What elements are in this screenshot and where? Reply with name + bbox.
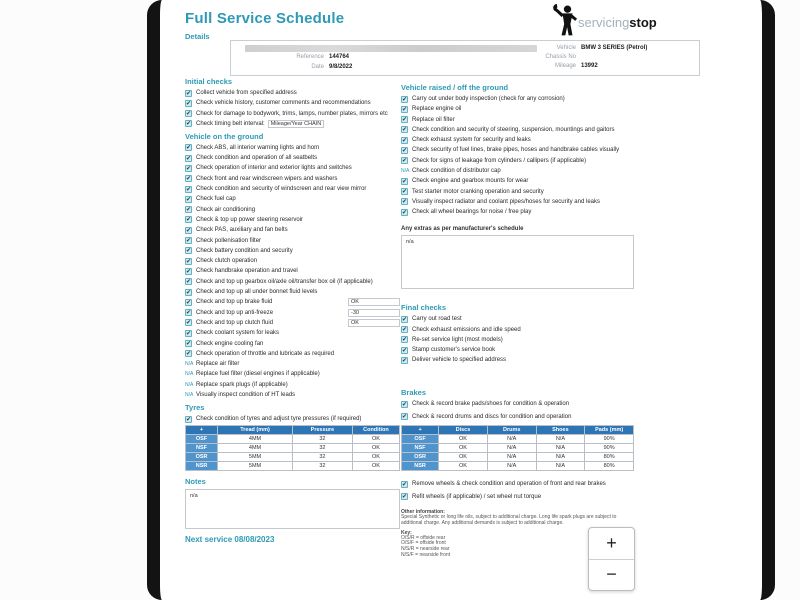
tyres-check-list <box>185 415 400 423</box>
vehicle-on-ground-heading: Vehicle on the ground <box>185 131 264 141</box>
checklist-item-label: Check engine and gearbox mounts for wear <box>412 178 529 185</box>
key-line: N/S/R = nearside rear <box>401 546 450 553</box>
details-heading: Details <box>185 32 210 41</box>
checkbox-checked-icon[interactable]: ✔ <box>186 176 192 183</box>
checklist-item <box>185 288 400 296</box>
checklist-item <box>185 89 400 97</box>
row-label-cell: NSR <box>402 462 439 471</box>
servicingstop-logo <box>550 3 740 37</box>
checklist-item <box>401 136 634 144</box>
checklist-item <box>401 315 634 323</box>
checklist-item <box>185 309 400 317</box>
checklist-item <box>185 247 400 255</box>
checklist-item-label: Check & top up power steering reservoir <box>196 216 304 223</box>
row-label-cell: OSR <box>186 453 218 462</box>
key-line: O/S/F = offside front <box>401 540 446 547</box>
checklist-item <box>401 493 634 501</box>
brakes-table <box>401 425 634 471</box>
right-column <box>401 83 634 559</box>
table-cell: OK <box>439 435 488 444</box>
table-cell: N/A <box>536 444 585 453</box>
table-cell: 32 <box>292 435 352 444</box>
table-cell: N/A <box>536 453 585 462</box>
other-info-heading: Other information: <box>401 508 445 515</box>
mileage-label: Mileage <box>554 63 576 69</box>
checklist-item-label: Check ABS, all interior warning lights and horn <box>196 144 320 151</box>
table-header-cell: Pads (mm) <box>585 426 634 435</box>
checklist-item-label: Check fuel cap <box>196 196 236 203</box>
checklist-item <box>185 257 400 265</box>
tyres-table <box>185 425 400 471</box>
checkbox-checked-icon[interactable]: ✔ <box>186 248 192 255</box>
document-page <box>147 0 775 600</box>
logo-stop-text: stop <box>629 15 657 30</box>
checkbox-checked-icon[interactable]: ✔ <box>186 217 192 224</box>
checklist-item-label: Check and top up brake fluid <box>196 299 273 306</box>
table-cell: N/A <box>487 435 536 444</box>
checkbox-checked-icon[interactable]: ✔ <box>402 327 408 334</box>
checkbox-checked-icon[interactable]: ✔ <box>402 337 408 344</box>
details-box <box>230 40 700 76</box>
checklist-item-label: Re-set service light (most models) <box>412 336 503 343</box>
page-title: Full Service Schedule <box>185 10 345 27</box>
checklist-item-label: Refit wheels (if applicable) / set wheel nut torque <box>412 493 542 500</box>
extras-field[interactable]: n/a <box>401 235 634 289</box>
checkbox-checked-icon[interactable]: ✔ <box>186 121 192 128</box>
checkbox-checked-icon[interactable]: ✔ <box>402 414 408 421</box>
table-header-cell: Shoes <box>536 426 585 435</box>
checkbox-checked-icon[interactable]: ✔ <box>402 158 408 165</box>
na-badge: N/A <box>185 392 194 399</box>
checklist-item <box>185 298 400 306</box>
table-row <box>402 435 634 444</box>
checklist-item-label: Visually inspect radiator and coolant pipes/hoses for security and leaks <box>412 198 600 205</box>
table-header-cell: Discs <box>439 426 488 435</box>
zoom-controls <box>588 527 635 591</box>
checklist-item <box>401 336 634 344</box>
table-row <box>402 444 634 453</box>
checkbox-checked-icon[interactable]: ✔ <box>186 289 192 296</box>
checklist-item-label: Check PAS, auxiliary and fan belts <box>196 227 288 234</box>
mechanic-figure-icon <box>550 3 580 37</box>
checklist-item-label: Check handbrake operation and travel <box>196 268 298 275</box>
checklist-item-label: Check condition of tyres and adjust tyre pressures (if required) <box>196 416 362 423</box>
checklist-item <box>185 110 400 118</box>
checklist-item-label: Check all wheel bearings for noise / free play <box>412 209 532 216</box>
checkbox-checked-icon[interactable]: ✔ <box>186 111 192 118</box>
brakes-check-list <box>401 400 634 421</box>
table-cell: OK <box>352 453 399 462</box>
checklist-item-label: Check security of fuel lines, brake pipes, hoses and handbrake cables visually <box>412 147 620 154</box>
left-column <box>185 77 400 544</box>
table-row <box>186 435 400 444</box>
table-cell: 32 <box>292 453 352 462</box>
checkbox-checked-icon[interactable]: ✔ <box>402 106 408 113</box>
checklist-item-label: Check air conditioning <box>196 206 256 213</box>
checkbox-checked-icon[interactable]: ✔ <box>402 178 408 185</box>
checkbox-checked-icon[interactable]: ✔ <box>402 117 408 124</box>
checklist-item-label: Check & record drums and discs for condition and operation <box>412 413 572 420</box>
table-cell: 5MM <box>218 462 293 471</box>
final-checks-list <box>401 315 634 364</box>
checkbox-checked-icon[interactable]: ✔ <box>402 189 408 196</box>
checklist-item <box>401 116 634 124</box>
date-label: Date <box>311 64 324 70</box>
checkbox-checked-icon[interactable]: ✔ <box>186 268 192 275</box>
checklist-item-label: Check and top up clutch fluid <box>196 319 274 326</box>
table-cell: OK <box>352 435 399 444</box>
tyres-heading: Tyres <box>185 403 205 413</box>
table-cell: OK <box>439 444 488 453</box>
vehicle-value: BMW 3 SERIES (Petrol) <box>581 45 648 51</box>
notes-field[interactable]: n/a <box>185 489 400 529</box>
checkbox-checked-icon[interactable]: ✔ <box>186 186 192 193</box>
tyres-table-wrap <box>185 425 400 471</box>
reference-row <box>239 54 349 60</box>
checklist-item-label: Check battery condition and security <box>196 247 293 254</box>
row-label-cell: OSF <box>186 435 218 444</box>
checkbox-checked-icon[interactable]: ✔ <box>402 137 408 144</box>
table-row <box>186 453 400 462</box>
checklist-item <box>185 226 400 234</box>
checklist-item <box>401 126 634 134</box>
checklist-item <box>401 105 634 113</box>
checklist-item-label: Carry out road test <box>412 316 462 323</box>
table-cell: 4MM <box>218 444 293 453</box>
na-badge: N/A <box>185 361 194 368</box>
value-field[interactable]: -30 <box>348 309 400 317</box>
brakes-post-list <box>401 480 634 501</box>
checklist-item-label: Replace fuel filter (diesel engines if applicable) <box>196 371 320 378</box>
mileage-value: 13992 <box>581 63 598 69</box>
checklist-item <box>401 413 634 421</box>
table-cell: N/A <box>536 462 585 471</box>
checklist-item-label: Check and top up anti-freeze <box>196 309 274 316</box>
checklist-item-label: Check condition and operation of all seatbelts <box>196 155 318 162</box>
logo-servicing-text: servicing <box>578 15 630 30</box>
table-cell: 90% <box>585 435 634 444</box>
mileage-row <box>481 63 598 69</box>
brakes-table-wrap <box>401 425 634 471</box>
checklist-item-label: Check and top up gearbox oil/axle oil/transfer box oil (if applicable) <box>196 278 373 285</box>
checklist-item <box>185 216 400 224</box>
checklist-item-label: Check for signs of leakage from cylinders / callipers (if applicable) <box>412 157 587 164</box>
checklist-item <box>185 329 400 337</box>
vehicle-raised-heading: Vehicle raised / off the ground <box>401 83 509 92</box>
checklist-item <box>185 154 400 162</box>
date-value: 9/8/2022 <box>329 64 353 70</box>
checklist-item-label: Stamp customer's service book <box>412 347 496 354</box>
na-badge: N/A <box>185 381 194 388</box>
chassis-label: Chassis No <box>545 54 576 60</box>
notes-heading: Notes <box>185 477 206 487</box>
zoom-out-button[interactable]: − <box>589 559 634 589</box>
checklist-item-label: Check clutch operation <box>196 258 258 265</box>
logo-wordmark <box>578 15 657 30</box>
checklist-item-label: Check coolant system for leaks <box>196 330 280 337</box>
checklist-item-label: Deliver vehicle to specified address <box>412 357 507 364</box>
checklist-item <box>185 267 400 275</box>
table-cell: N/A <box>487 462 536 471</box>
checklist-item-label: Check exhaust system for security and leaks <box>412 137 531 144</box>
checkbox-checked-icon[interactable]: ✔ <box>186 165 192 172</box>
table-cell: 80% <box>585 462 634 471</box>
table-cell: OK <box>439 462 488 471</box>
checklist-item-label: Check condition of distributor cap <box>412 168 501 175</box>
checklist-item <box>401 480 634 488</box>
vehicle-label: Vehicle <box>556 45 576 51</box>
checkbox-checked-icon[interactable]: ✔ <box>186 227 192 234</box>
initial-checks-list <box>185 89 400 128</box>
checkbox-checked-icon[interactable]: ✔ <box>402 127 408 134</box>
checklist-item <box>185 278 400 286</box>
checklist-item-label: Replace spark plugs (if applicable) <box>196 381 288 388</box>
checklist-item-label: Check & record brake pads/shoes for condition & operation <box>412 401 570 408</box>
checklist-item-label: Visually inspect condition of HT leads <box>196 392 296 399</box>
checkbox-checked-icon[interactable]: ✔ <box>402 481 408 488</box>
checklist-item <box>185 144 400 152</box>
reference-label: Reference <box>296 54 324 60</box>
value-field[interactable]: OK <box>348 319 400 327</box>
checklist-item <box>185 381 400 389</box>
checkbox-checked-icon[interactable]: ✔ <box>186 155 192 162</box>
checklist-item <box>185 164 400 172</box>
table-row <box>402 453 634 462</box>
checklist-item <box>185 237 400 245</box>
checklist-item-label: Carry out under body inspection (check for any corrosion) <box>412 96 565 102</box>
na-badge: N/A <box>401 168 410 175</box>
checklist-item <box>401 198 634 206</box>
checklist-item <box>185 195 400 203</box>
checklist-item-label: Check pollenisation filter <box>196 237 262 244</box>
table-header-cell: Condition <box>352 426 399 435</box>
final-checks-heading: Final checks <box>401 303 447 313</box>
checklist-item-label: Replace engine oil <box>412 106 462 113</box>
checkbox-checked-icon[interactable]: ✔ <box>186 299 192 306</box>
checklist-item-label: Check vehicle history, customer comments and recommendations <box>196 100 371 107</box>
checklist-item-label: Collect vehicle from specified address <box>196 90 297 96</box>
checklist-item-label: Test starter motor cranking operation and security <box>412 188 544 195</box>
checklist-item <box>185 370 400 378</box>
checklist-item <box>185 350 400 358</box>
table-cell: 80% <box>585 453 634 462</box>
reference-value: 144764 <box>329 54 350 60</box>
checklist-item <box>185 120 400 128</box>
checklist-item <box>185 185 400 193</box>
key-line: N/S/F = nearside front <box>401 551 451 558</box>
key-line: O/S/R = offside rear <box>401 534 446 541</box>
table-header-cell: Drums <box>487 426 536 435</box>
checklist-item-label: Remove wheels & check condition and operation of front and rear brakes <box>412 481 606 488</box>
checklist-item-label: Check for damage to bodywork, trims, lamps, number plates, mirrors etc <box>196 110 388 117</box>
checklist-item <box>185 340 400 348</box>
date-row <box>239 64 352 70</box>
row-label-cell: NSF <box>402 444 439 453</box>
checklist-item-label: Replace oil filter <box>412 116 455 123</box>
checkbox-checked-icon[interactable]: ✔ <box>402 316 408 323</box>
key-heading: Key: <box>401 529 412 536</box>
checklist-item <box>185 99 400 107</box>
checkbox-checked-icon[interactable]: ✔ <box>402 494 408 501</box>
table-cell: OK <box>352 462 399 471</box>
checklist-item-label: Check operation of interior and exterior lights and switches <box>196 165 352 172</box>
checkbox-checked-icon[interactable]: ✔ <box>402 401 408 408</box>
checklist-item-label: Check timing belt interval: <box>196 120 265 127</box>
checklist-item-label: Check exhaust emissions and idle speed <box>412 326 521 333</box>
extras-heading: Any extras as per manufacturer's schedule <box>401 226 524 233</box>
checklist-item <box>401 188 634 196</box>
checklist-item-label: Replace air filter <box>196 361 240 368</box>
brakes-heading: Brakes <box>401 388 427 398</box>
checklist-item <box>401 167 634 175</box>
table-cell: 32 <box>292 444 352 453</box>
table-row <box>186 462 400 471</box>
row-label-cell: NSF <box>186 444 218 453</box>
checkbox-checked-icon[interactable]: ✔ <box>402 96 408 103</box>
other-info-body: Special Synthetic or long life oils, subject to additional charge. Long life spark plugs are subject to additional charge. Any additional demands is subject to additional charge. <box>401 513 617 526</box>
table-header-cell: Pressure <box>292 426 352 435</box>
checkbox-checked-icon[interactable]: ✔ <box>402 347 408 354</box>
table-header-cell: Tread (mm) <box>218 426 293 435</box>
checklist-item <box>401 400 634 408</box>
table-cell: OK <box>439 453 488 462</box>
checkbox-checked-icon[interactable]: ✔ <box>402 209 408 216</box>
table-header-cell: + <box>402 426 439 435</box>
checkbox-checked-icon[interactable]: ✔ <box>186 90 192 97</box>
initial-checks-heading: Initial checks <box>185 77 233 86</box>
checklist-item <box>401 146 634 154</box>
checkbox-checked-icon[interactable]: ✔ <box>186 341 192 348</box>
checklist-item <box>185 175 400 183</box>
row-label-cell: OSF <box>402 435 439 444</box>
checklist-item <box>401 356 634 364</box>
checkbox-checked-icon[interactable]: ✔ <box>186 279 192 286</box>
table-cell: N/A <box>487 444 536 453</box>
value-field[interactable]: Mileage/Year CHAIN <box>268 120 325 128</box>
checklist-item-label: Check condition and security of windscreen and rear view mirror <box>196 186 367 193</box>
checkbox-checked-icon[interactable]: ✔ <box>186 330 192 337</box>
checklist-item <box>185 415 400 423</box>
table-cell: 32 <box>292 462 352 471</box>
checkbox-checked-icon[interactable]: ✔ <box>186 145 192 152</box>
checkbox-checked-icon[interactable]: ✔ <box>186 196 192 203</box>
checkbox-checked-icon[interactable]: ✔ <box>186 258 192 265</box>
checklist-item <box>401 208 634 216</box>
checklist-item-label: Check engine cooling fan <box>196 340 264 347</box>
checkbox-checked-icon[interactable]: ✔ <box>402 199 408 206</box>
table-cell: 4MM <box>218 435 293 444</box>
table-header-cell: + <box>186 426 218 435</box>
table-cell: 5MM <box>218 453 293 462</box>
table-row <box>402 462 634 471</box>
checklist-item-label: Check condition and security of steering, suspension, mountings and gaitors <box>412 126 615 133</box>
checkbox-checked-icon[interactable]: ✔ <box>186 207 192 214</box>
checklist-item-label: Check operation of throttle and lubricate as required <box>196 350 335 357</box>
checklist-item <box>401 157 634 165</box>
checklist-item <box>185 360 400 368</box>
vehicle-on-ground-list <box>185 144 400 399</box>
checklist-item <box>185 319 400 327</box>
chassis-row <box>481 54 581 60</box>
checklist-item-label: Check and top up all under bonnet fluid levels <box>196 289 318 296</box>
table-cell: N/A <box>487 453 536 462</box>
row-label-cell: OSR <box>402 453 439 462</box>
table-cell: OK <box>352 444 399 453</box>
checkbox-checked-icon[interactable]: ✔ <box>186 238 192 245</box>
checkbox-checked-icon[interactable]: ✔ <box>186 310 192 317</box>
na-badge: N/A <box>185 371 194 378</box>
vehicle-row <box>481 45 647 51</box>
checkbox-checked-icon[interactable]: ✔ <box>186 100 192 107</box>
checkbox-checked-icon[interactable]: ✔ <box>402 357 408 364</box>
checklist-item <box>401 346 634 354</box>
table-row <box>186 444 400 453</box>
row-label-cell: NSR <box>186 462 218 471</box>
checklist-item <box>185 391 400 399</box>
checklist-item <box>185 206 400 214</box>
checklist-item-label: Check front and rear windscreen wipers and washers <box>196 175 338 182</box>
checklist-item <box>401 177 634 185</box>
checkbox-checked-icon[interactable]: ✔ <box>402 147 408 154</box>
checklist-item <box>401 326 634 334</box>
checkbox-checked-icon[interactable]: ✔ <box>186 320 192 327</box>
checkbox-checked-icon[interactable]: ✔ <box>186 416 192 423</box>
checkbox-checked-icon[interactable]: ✔ <box>186 351 192 358</box>
next-service: Next service 08/08/2023 <box>185 535 275 545</box>
vehicle-raised-list <box>401 95 634 216</box>
checklist-item <box>401 95 634 103</box>
value-field[interactable]: OK <box>348 298 400 306</box>
table-cell: 90% <box>585 444 634 453</box>
table-cell: N/A <box>536 435 585 444</box>
zoom-in-button[interactable]: + <box>606 533 617 553</box>
